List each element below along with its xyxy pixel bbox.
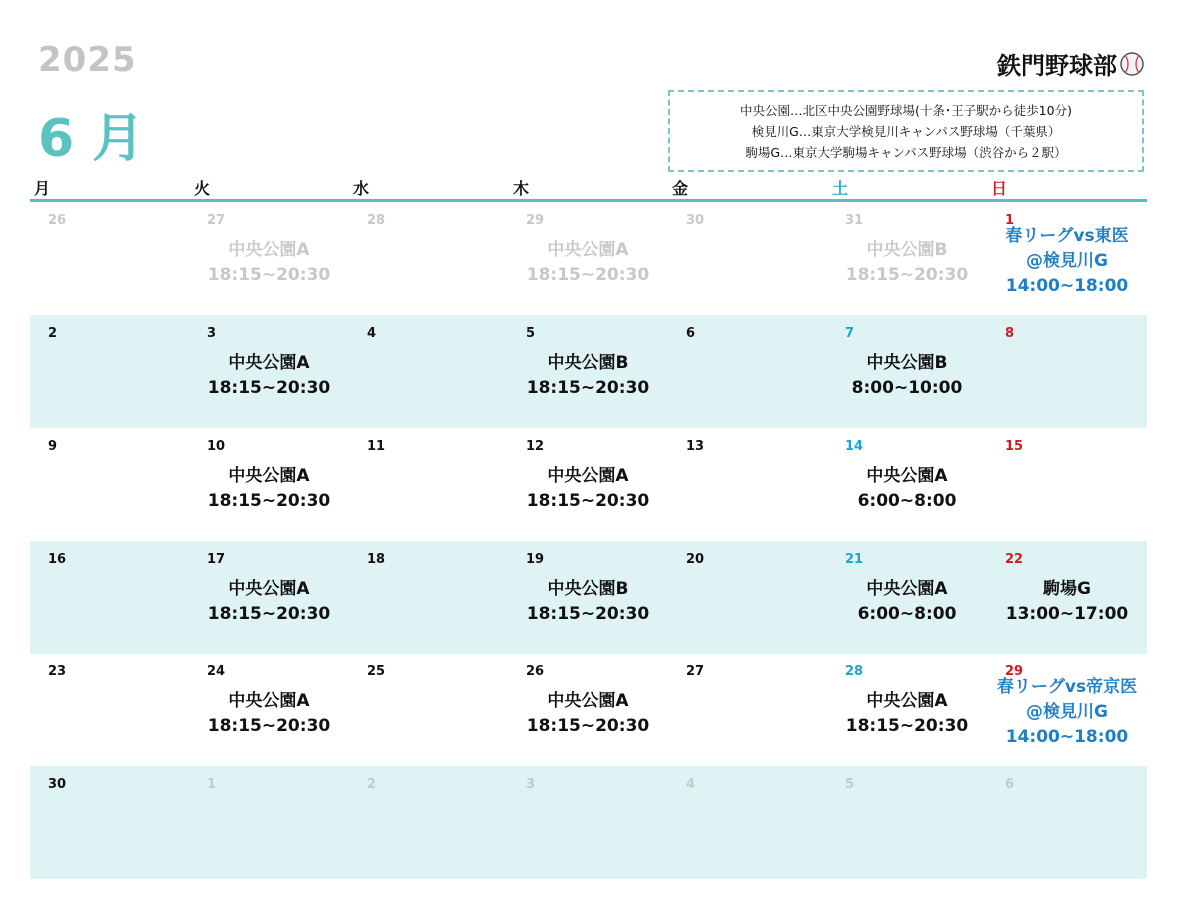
event-time: 6:00~8:00: [857, 491, 957, 511]
week-row: [30, 202, 1147, 315]
day-cell[interactable]: [30, 315, 189, 428]
day-number: 19: [526, 552, 545, 567]
game-event: [987, 224, 1147, 299]
event-time: 18:15~20:30: [207, 604, 331, 624]
day-cell[interactable]: [827, 428, 987, 541]
game-event: [987, 675, 1147, 750]
practice-event: [189, 238, 349, 288]
practice-event: [189, 351, 349, 401]
practice-event: [827, 689, 987, 739]
event-time: 18:15~20:30: [207, 716, 331, 736]
day-cell[interactable]: [668, 428, 827, 541]
day-cell[interactable]: [668, 202, 827, 315]
practice-event: [508, 238, 668, 288]
event-time: 18:15~20:30: [845, 265, 969, 285]
day-number: 5: [845, 777, 855, 792]
event-venue: 中央公園B: [547, 353, 629, 373]
day-number: 6: [686, 326, 696, 341]
day-number: 30: [48, 777, 67, 792]
event-venue: 中央公園A: [228, 579, 310, 599]
practice-event: [189, 464, 349, 514]
practice-event: [508, 689, 668, 739]
day-number: 10: [207, 439, 226, 454]
day-cell[interactable]: [189, 202, 349, 315]
day-number: 17: [207, 552, 226, 567]
weekday-sat: 土: [832, 179, 849, 198]
day-number: 3: [207, 326, 217, 341]
day-cell[interactable]: [827, 541, 987, 654]
day-number: 24: [207, 664, 226, 679]
event-venue: 中央公園B: [866, 353, 948, 373]
day-cell[interactable]: [508, 541, 668, 654]
legend-line-kemigawa: 検見川G…東京大学検見川キャンパス野球場（千葉県）: [751, 123, 1061, 139]
practice-event: [827, 238, 987, 288]
day-cell[interactable]: [987, 315, 1147, 428]
event-time: 13:00~17:00: [1005, 604, 1129, 624]
weekday-header: [30, 176, 1147, 200]
event-venue: 春リーグvs東医: [1005, 226, 1129, 246]
day-cell[interactable]: [827, 202, 987, 315]
day-number: 21: [845, 552, 864, 567]
day-number: 11: [367, 439, 386, 454]
day-cell[interactable]: [30, 428, 189, 541]
day-number: 23: [48, 664, 67, 679]
event-venue: 中央公園A: [228, 240, 310, 260]
day-number: 22: [1005, 552, 1024, 567]
event-venue: 中央公園B: [866, 240, 948, 260]
day-cell[interactable]: [349, 428, 508, 541]
event-venue: 中央公園A: [547, 240, 629, 260]
event-venue: 中央公園A: [866, 691, 948, 711]
day-number: 4: [686, 777, 696, 792]
day-number: 27: [686, 664, 705, 679]
practice-event: [508, 351, 668, 401]
day-number: 14: [845, 439, 864, 454]
week-row: [30, 428, 1147, 541]
weekday-mon: 月: [34, 179, 51, 198]
day-number: 15: [1005, 439, 1024, 454]
weekday-fri: 金: [672, 179, 689, 198]
day-cell[interactable]: [827, 653, 987, 766]
day-number: 6: [1005, 777, 1015, 792]
event-venue: 中央公園A: [228, 691, 310, 711]
day-number: 2: [367, 777, 377, 792]
day-number: 27: [207, 213, 226, 228]
event-time: 18:15~20:30: [207, 491, 331, 511]
day-cell[interactable]: [349, 315, 508, 428]
legend-line-chuo: 中央公園…北区中央公園野球場(十条･王子駅から徒歩10分): [740, 102, 1072, 118]
day-cell[interactable]: [508, 766, 668, 879]
club-title: [997, 46, 1145, 81]
day-cell[interactable]: [827, 766, 987, 879]
event-time: 18:15~20:30: [526, 604, 650, 624]
day-number: 26: [526, 664, 545, 679]
event-venue: 中央公園A: [228, 466, 310, 486]
weekday-sun: 日: [991, 179, 1008, 198]
venue-legend: [668, 90, 1144, 172]
practice-event: [827, 464, 987, 514]
day-cell[interactable]: [30, 766, 189, 879]
week-row: [30, 541, 1147, 654]
day-number: 25: [367, 664, 386, 679]
day-cell[interactable]: [508, 202, 668, 315]
weekday-tue: 火: [194, 179, 211, 198]
day-number: 12: [526, 439, 545, 454]
day-cell[interactable]: [987, 766, 1147, 879]
event-location: @検見川G: [1026, 702, 1108, 722]
day-cell[interactable]: [349, 653, 508, 766]
event-time: 18:15~20:30: [526, 265, 650, 285]
day-cell[interactable]: [189, 766, 349, 879]
event-time: 14:00~18:00: [1005, 727, 1129, 747]
practice-event: [508, 577, 668, 627]
day-number: 26: [48, 213, 67, 228]
day-cell[interactable]: [189, 428, 349, 541]
club-name: 鉄門野球部: [997, 52, 1117, 80]
day-number: 29: [1005, 664, 1024, 679]
week-row: [30, 315, 1147, 428]
event-time: 18:15~20:30: [845, 716, 969, 736]
day-number: 30: [686, 213, 705, 228]
day-cell[interactable]: [987, 428, 1147, 541]
month-label: 6 月: [38, 109, 145, 169]
event-location: @検見川G: [1026, 251, 1108, 271]
event-time: 8:00~10:00: [851, 378, 963, 398]
day-cell[interactable]: [30, 541, 189, 654]
practice-event: [189, 577, 349, 627]
day-cell[interactable]: [189, 653, 349, 766]
weekday-wed: 水: [353, 179, 370, 198]
week-row: [30, 653, 1147, 766]
day-cell[interactable]: [189, 315, 349, 428]
event-time: 14:00~18:00: [1005, 276, 1129, 296]
day-cell[interactable]: [349, 766, 508, 879]
event-time: 18:15~20:30: [526, 378, 650, 398]
day-cell[interactable]: [668, 315, 827, 428]
event-venue: 駒場G: [1043, 579, 1091, 599]
day-number: 1: [207, 777, 217, 792]
weekday-thu: 木: [513, 179, 530, 198]
event-time: 18:15~20:30: [207, 378, 331, 398]
day-cell[interactable]: [987, 541, 1147, 654]
event-time: 18:15~20:30: [526, 491, 650, 511]
day-number: 13: [686, 439, 705, 454]
day-cell[interactable]: [668, 541, 827, 654]
day-cell[interactable]: [668, 653, 827, 766]
day-number: 7: [845, 326, 855, 341]
day-cell[interactable]: [508, 428, 668, 541]
day-number: 4: [367, 326, 377, 341]
day-number: 31: [845, 213, 864, 228]
day-number: 9: [48, 439, 58, 454]
week-row: [30, 766, 1147, 879]
event-venue: 中央公園A: [866, 466, 948, 486]
day-number: 16: [48, 552, 67, 567]
day-number: 1: [1005, 213, 1015, 228]
legend-line-komaba: 駒場G…東京大学駒場キャンパス野球場（渋谷から２駅）: [745, 144, 1067, 160]
day-cell[interactable]: [349, 202, 508, 315]
day-number: 3: [526, 777, 536, 792]
event-venue: 中央公園A: [228, 353, 310, 373]
day-number: 8: [1005, 326, 1015, 341]
practice-event: [987, 577, 1147, 627]
event-time: 18:15~20:30: [526, 716, 650, 736]
day-number: 5: [526, 326, 536, 341]
practice-event: [827, 351, 987, 401]
practice-event: [189, 689, 349, 739]
day-number: 18: [367, 552, 386, 567]
year-label: 2025: [38, 40, 137, 80]
event-venue: 中央公園A: [547, 691, 629, 711]
day-cell[interactable]: [30, 202, 189, 315]
day-cell[interactable]: [668, 766, 827, 879]
day-number: 2: [48, 326, 58, 341]
event-venue: 春リーグvs帝京医: [996, 677, 1138, 697]
day-cell[interactable]: [30, 653, 189, 766]
day-number: 20: [686, 552, 705, 567]
practice-event: [827, 577, 987, 627]
day-cell[interactable]: [987, 202, 1147, 315]
day-cell[interactable]: [987, 653, 1147, 766]
day-number: 29: [526, 213, 545, 228]
event-venue: 中央公園B: [547, 579, 629, 599]
calendar-grid: [30, 202, 1147, 878]
event-venue: 中央公園A: [866, 579, 948, 599]
day-number: 28: [845, 664, 864, 679]
event-venue: 中央公園A: [547, 466, 629, 486]
day-cell[interactable]: [508, 315, 668, 428]
day-number: 28: [367, 213, 386, 228]
day-cell[interactable]: [508, 653, 668, 766]
practice-event: [508, 464, 668, 514]
event-time: 18:15~20:30: [207, 265, 331, 285]
day-cell[interactable]: [189, 541, 349, 654]
event-time: 6:00~8:00: [857, 604, 957, 624]
baseball-icon: [1119, 51, 1145, 77]
day-cell[interactable]: [349, 541, 508, 654]
day-cell[interactable]: [827, 315, 987, 428]
